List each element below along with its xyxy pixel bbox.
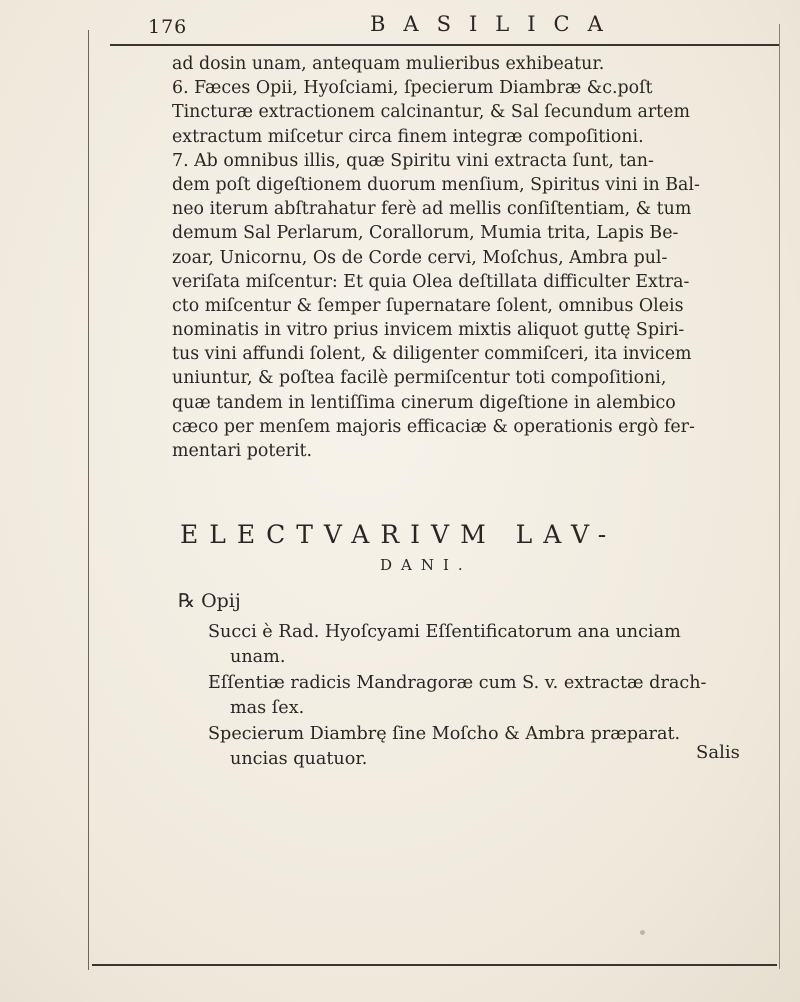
text-line: nominatis in vitro prius invicem mixtis aliquot guttę Spiri- bbox=[172, 320, 685, 341]
text-line: tus vini affundi ſolent, & diligenter commiſceri, ita invicem bbox=[172, 344, 692, 365]
body-text bbox=[172, 52, 762, 463]
recipe-line: Succi è Rad. Hyoſcyami Eſſentificatorum ana unciam bbox=[208, 622, 681, 642]
recipe-line: unam. bbox=[230, 647, 286, 668]
text-line: 7. Ab omnibus illis, quæ Spiritu vini extracta ſunt, tan- bbox=[172, 150, 654, 171]
text-line: 6. Fæces Opii, Hyoſciami, ſpecierum Diambræ &c.poſt bbox=[172, 78, 653, 99]
recipe-ingredients bbox=[208, 620, 763, 772]
text-line: zoar, Unicornu, Os de Corde cervi, Moſchus, Ambra pul- bbox=[172, 247, 668, 268]
right-page-edge bbox=[779, 24, 780, 969]
paper-stain bbox=[640, 930, 645, 935]
text-line: neo iterum abſtrahatur ferè ad mellis conſiſtentiam, & tum bbox=[172, 199, 692, 220]
recipe-line: uncias quatuor. bbox=[230, 748, 368, 769]
catchword: Salis bbox=[696, 742, 740, 763]
text-line: mentari poterit. bbox=[172, 441, 313, 461]
text-line: demum Sal Perlarum, Corallorum, Mumia trita, Lapis Be- bbox=[172, 223, 679, 244]
text-line: uniuntur, & poſtea facilè permiſcentur toti compoſitioni, bbox=[172, 368, 667, 389]
page-number: 176 bbox=[148, 16, 188, 38]
text-line: quæ tandem in lentiſſima cinerum digeſtione in alembico bbox=[172, 392, 676, 413]
section-heading: ELECTVARIVM LAV- bbox=[180, 520, 618, 549]
recipe-line: Specierum Diambrę ſine Moſcho & Ambra præparat. bbox=[208, 723, 681, 744]
text-line: cæco per menſem majoris efficaciæ & operationis ergò fer- bbox=[172, 416, 695, 437]
text-line: dem poſt digeſtionem duorum menſium, Spiritus vini in Bal- bbox=[172, 174, 700, 195]
section-subheading: DANI. bbox=[380, 556, 472, 574]
left-margin-rule bbox=[88, 30, 89, 970]
text-line: Tincturæ extractionem calcinantur, & Sal ſecundum artem bbox=[172, 102, 690, 123]
header-rule bbox=[110, 44, 780, 46]
text-line: ad dosin unam, antequam mulieribus exhibeatur. bbox=[172, 54, 605, 74]
footer-rule bbox=[92, 964, 777, 966]
recipe-line: mas ſex. bbox=[230, 698, 305, 719]
recipe-line: Eſſentiæ radicis Mandragoræ cum S. v. extractæ drach- bbox=[208, 672, 707, 693]
text-line: extractum miſcetur circa finem integræ compoſitioni. bbox=[172, 126, 644, 147]
recipe-rx-line: ℞ Opij bbox=[178, 590, 241, 612]
running-head: BASILICA bbox=[370, 12, 621, 36]
text-line: cto miſcentur & ſemper ſupernatare ſolent, omnibus Oleis bbox=[172, 295, 684, 316]
text-line: veriſata miſcentur: Et quia Olea deſtillata difficulter Extra- bbox=[172, 271, 690, 292]
